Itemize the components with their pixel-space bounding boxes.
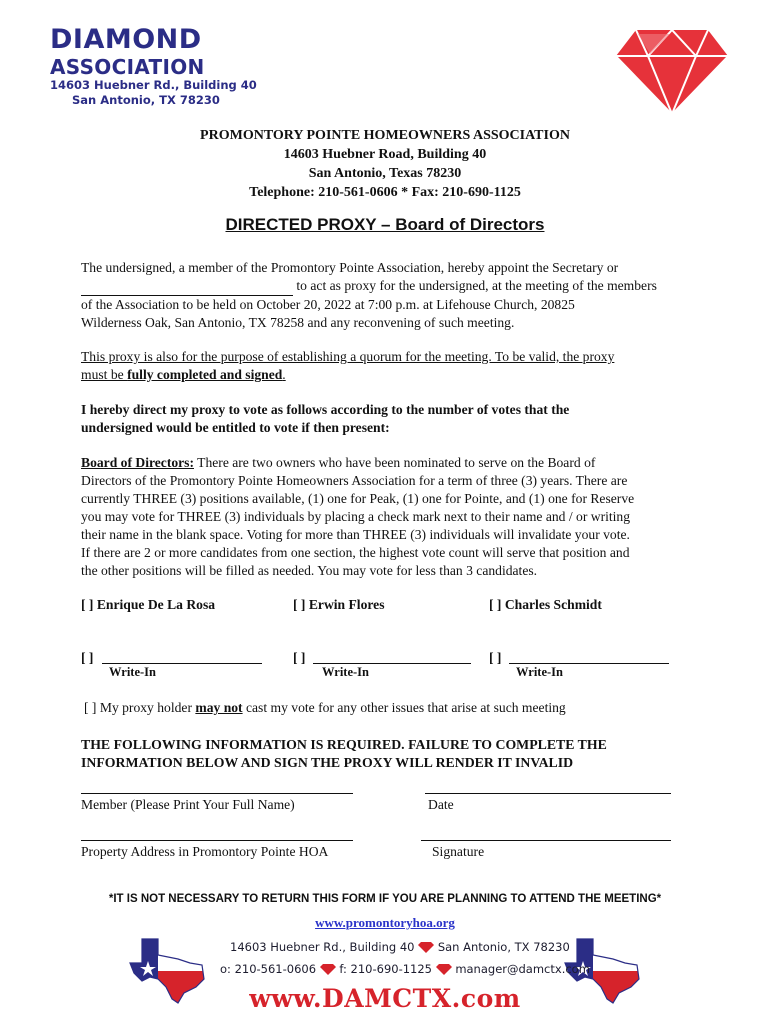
logo-city: San Antonio, TX 78230 [72,92,220,107]
intro-line-4: Wilderness Oak, San Antonio, TX 78258 and any reconvening of such meeting. [81,315,515,330]
writein-checkbox-1[interactable]: [ ] [81,650,94,665]
required-notice [81,736,607,772]
board-paragraph [81,454,697,580]
candidate-checkbox-2[interactable]: [ ] Erwin Flores [293,597,385,612]
footer-address: 14603 Huebner Rd., Building 40 [230,940,415,954]
quorum-paragraph [81,348,697,384]
member-name-field[interactable] [81,793,353,794]
footer-email[interactable]: manager@damctx.com [455,962,590,976]
footer-website[interactable]: www.DAMCTX.com [249,984,521,1013]
org-city: San Antonio, Texas 78230 [308,166,462,181]
writein-field-1[interactable] [102,647,262,664]
date-label: Date [428,797,454,812]
quorum-emphasis: fully completed and signed [127,367,283,382]
footer-contact-row [220,962,590,976]
quorum-line-2c: . [282,367,286,382]
diamond-association-logo [50,26,257,106]
org-name: PROMONTORY POINTE HOMEOWNERS ASSOCIATION [200,128,570,143]
signature-label: Signature [432,844,485,859]
date-field[interactable] [425,793,671,794]
property-address-label: Property Address in Promontory Pointe HOA [81,844,329,859]
intro-line-3: of the Association to be held on October 20, 2022 at 7:00 p.m. at Lifehouse Church, 20825 [81,297,575,312]
board-line-1: There are two owners who have been nominated to serve on the Board of [194,455,596,470]
other-issues-option[interactable] [84,700,566,716]
diamond-icon [614,28,730,116]
other-issues-emphasis: may not [195,700,243,715]
form-title: DIRECTED PROXY – Board of Directors [225,215,545,234]
association-header [0,126,770,202]
candidate-checkbox-1[interactable]: [ ] Enrique De La Rosa [81,597,216,612]
org-address: 14603 Huebner Road, Building 40 [283,147,487,162]
required-line-2: INFORMATION BELOW AND SIGN THE PROXY WILL RENDER IT INVALID [81,755,574,770]
intro-paragraph [81,259,697,332]
intro-line-1: The undersigned, a member of the Promontory Pointe Association, hereby appoint the Secretary or [81,260,619,275]
writein-label-2: Write-In [322,665,369,679]
direction-line-2: undersigned would be entitled to vote if then present: [81,420,390,435]
board-line-2: Directors of the Promontory Pointe Homeowners Association for a term of three (3) years. There are [81,473,628,488]
writein-label-1: Write-In [109,665,156,679]
writein-field-2[interactable] [313,647,471,664]
attendance-note: *IT IS NOT NECESSARY TO RETURN THIS FORM IF YOU ARE PLANNING TO ATTEND THE MEETING* [108,893,662,905]
board-line-5: their name in the blank space. Voting for more than THREE (3) individuals will invalidate your vote. [81,527,630,542]
logo-address: 14603 Huebner Rd., Building 40 [50,78,257,92]
quorum-line-1: This proxy is also for the purpose of establishing a quorum for the meeting. To be valid, the proxy [81,349,615,364]
writein-checkbox-3[interactable]: [ ] [489,650,502,665]
writein-field-3[interactable] [509,647,669,664]
logo-line-2: ASSOCIATION [50,55,205,79]
direction-paragraph [81,401,697,437]
board-label: Board of Directors: [81,455,194,470]
board-line-7: the other positions will be filled as needed. You may vote for less than 3 candidates. [81,563,538,578]
direction-line-1: I hereby direct my proxy to vote as follows according to the number of votes that the [81,402,570,417]
member-name-label: Member (Please Print Your Full Name) [81,797,295,812]
footer-fax: f: 210-690-1125 [339,962,432,976]
board-line-3: currently THREE (3) positions available, (1) one for Peak, (1) one for Pointe, and (1) one for Reserve [81,491,635,506]
candidate-checkbox-3[interactable]: [ ] Charles Schmidt [489,597,602,612]
property-address-field[interactable] [81,840,353,841]
footer-city: San Antonio, TX 78230 [437,940,570,954]
footer-address-row [230,940,570,954]
website-link[interactable]: www.promontoryhoa.org [315,915,455,930]
diamond-bullet-icon [436,964,452,975]
intro-line-2: to act as proxy for the undersigned, at the meeting of the members [293,278,657,293]
footer-phone: o: 210-561-0606 [220,962,317,976]
required-line-1: THE FOLLOWING INFORMATION IS REQUIRED. FAILURE TO COMPLETE THE [81,737,607,752]
writein-checkbox-2[interactable]: [ ] [293,650,306,665]
board-line-4: you may vote for THREE (3) individuals by placing a check mark next to their name and / or writing [81,509,631,524]
diamond-bullet-icon [320,964,336,975]
proxy-name-field[interactable] [81,277,293,296]
writein-label-3: Write-In [516,665,563,679]
diamond-bullet-icon [418,942,434,953]
signature-field[interactable] [421,840,671,841]
quorum-line-2a: must be [81,367,128,382]
board-line-6: If there are 2 or more candidates from one section, the highest vote count will serve that position and [81,545,630,560]
logo-line-1: DIAMOND [50,24,202,55]
other-issues-text: cast my vote for any other issues that arise at such meeting [242,700,566,715]
other-issues-checkbox[interactable]: [ ] My proxy holder [84,700,196,715]
org-phone: Telephone: 210-561-0606 * Fax: 210-690-1125 [249,185,521,200]
